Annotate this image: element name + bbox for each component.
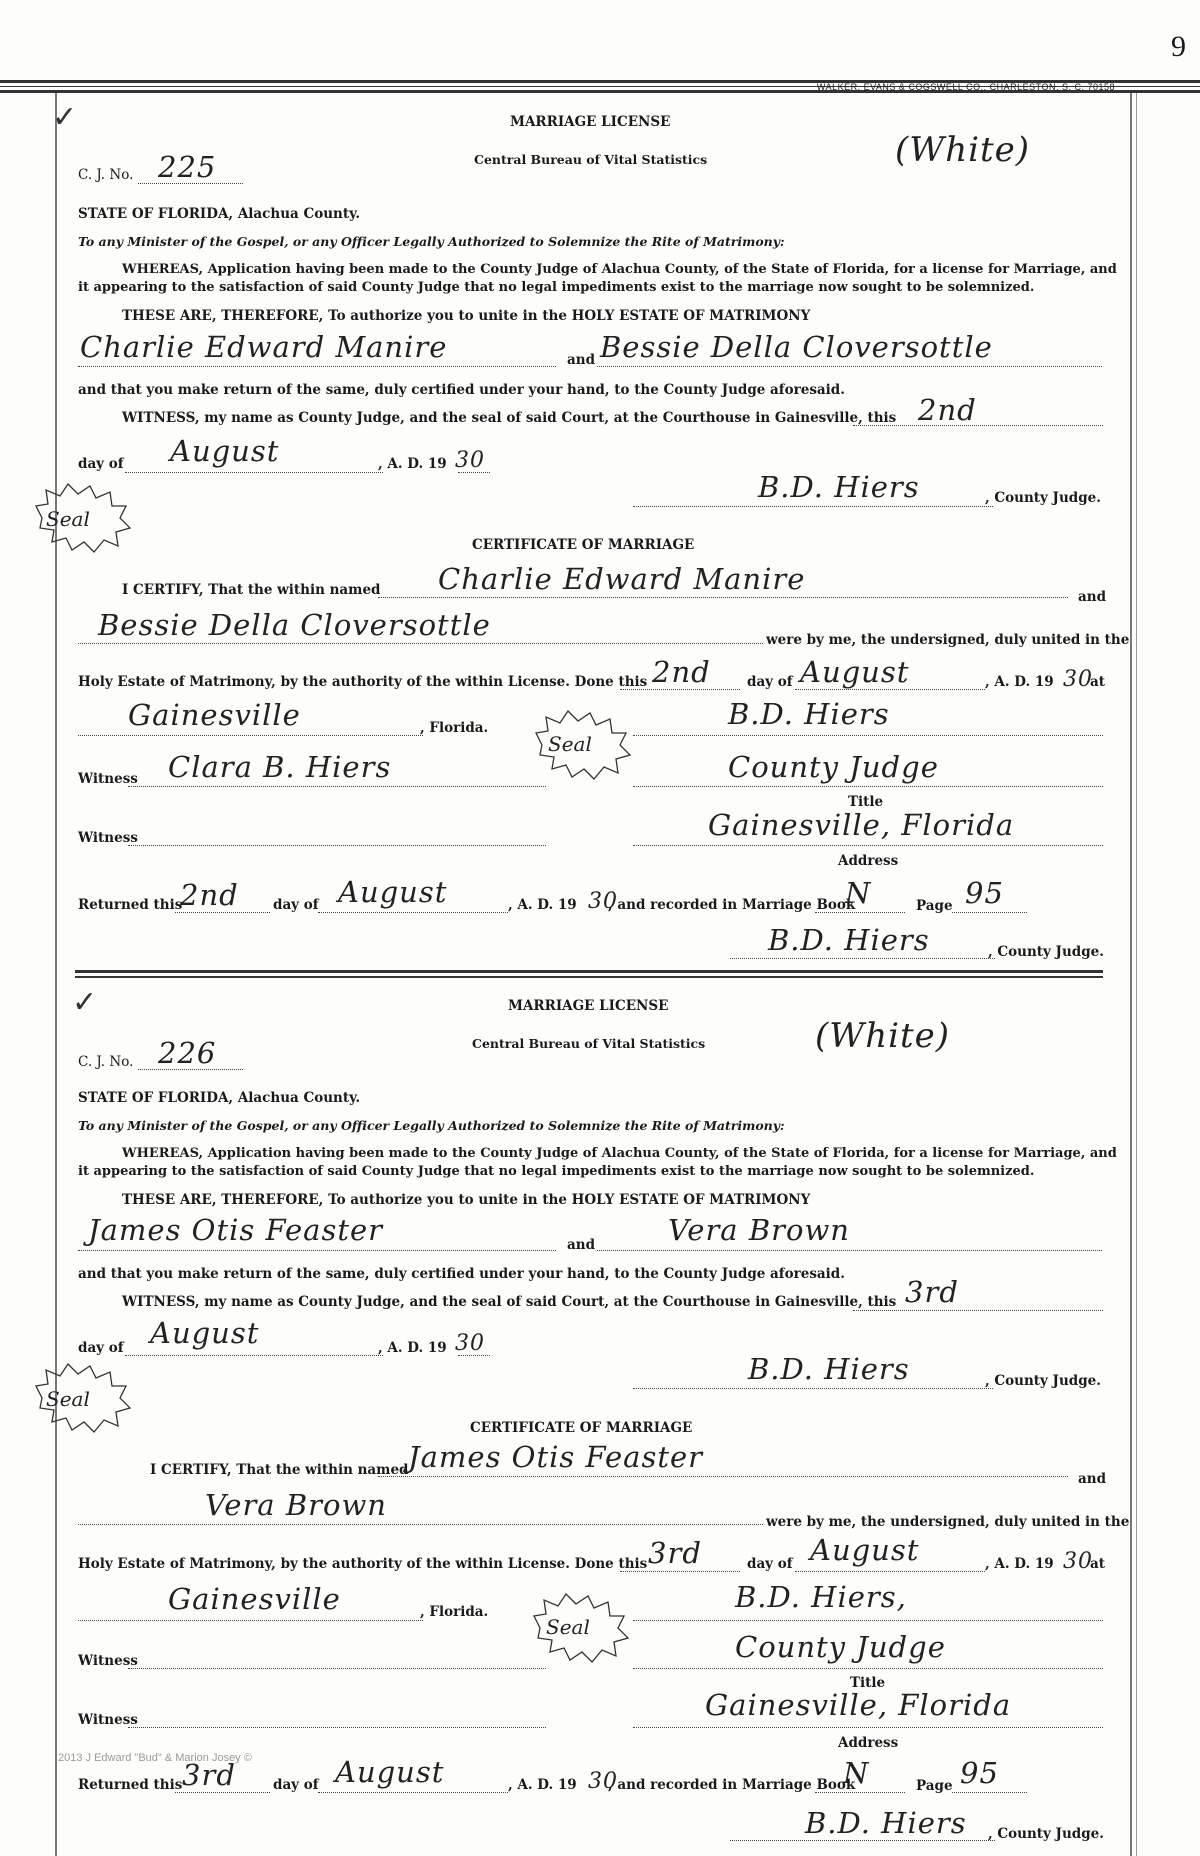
title-label: Title <box>848 794 884 810</box>
returned-day: 2nd <box>180 878 239 912</box>
copyright-watermark: 2013 J Edward "Bud" & Marion Josey © <box>58 1752 252 1764</box>
witness-label-2: Witness <box>78 830 138 846</box>
holy-estate-label: Holy Estate of Matrimony, by the authority of the within License. Done this <box>78 674 648 690</box>
cert-title: CERTIFICATE OF MARRIAGE <box>472 537 695 553</box>
recorder-sig-line-2 <box>730 1840 995 1841</box>
checkmark-icon: ✓ <box>52 100 78 135</box>
and-label-4: and <box>1078 1471 1107 1487</box>
were-by-me-label: were by me, the undersigned, duly united in the <box>766 632 1130 648</box>
returned-month-line-2 <box>318 1792 508 1793</box>
license-month-line <box>125 472 383 473</box>
page-no-line <box>952 912 1027 913</box>
title-label-2: Title <box>850 1675 886 1691</box>
florida-label-2: , Florida. <box>420 1604 489 1620</box>
witness2-line-2 <box>128 1727 546 1728</box>
cert-bride-line <box>78 643 763 644</box>
done-year: 30 <box>1063 667 1093 692</box>
whereas-line2-2: it appearing to the satisfaction of said County Judge that no legal impediments exist to the marriage now sought to be solemnized. <box>78 1164 1035 1179</box>
whereas-line1: WHEREAS, Application having been made to the County Judge of Alachua County, of the State of Florida, for a license for Marriage, and <box>122 262 1117 277</box>
at-label: at <box>1090 674 1105 690</box>
book-line-2 <box>815 1792 905 1793</box>
license-title: MARRIAGE LICENSE <box>510 114 671 130</box>
state-line: STATE OF FLORIDA, Alachua County. <box>78 206 361 222</box>
to-any-line-2: To any Minister of the Gospel, or any Officer Legally Authorized to Solemnize the Rite of Matrimony: <box>78 1118 785 1133</box>
page-label: Page <box>916 898 953 914</box>
cj-no-label: C. J. No. <box>78 167 134 183</box>
ad-label-2: , A. D. 19 <box>985 674 1054 690</box>
bride-name: Bessie Della Cloversottle <box>600 330 993 364</box>
done-month-line-2 <box>795 1571 985 1572</box>
ad-label-3: , A. D. 19 <box>508 897 577 913</box>
witness2-line <box>128 845 546 846</box>
recorded-in-label-2: , and recorded in Marriage Book <box>608 1777 856 1793</box>
ad-label: , A. D. 19 <box>378 456 447 472</box>
returned-month: August <box>338 875 448 909</box>
returned-day-2: 3rd <box>182 1758 236 1792</box>
return-line-2: and that you make return of the same, duly certified under your hand, to the County Judge aforesaid. <box>78 1266 845 1282</box>
license-month-line-2 <box>125 1355 383 1356</box>
witness1-line-2 <box>128 1668 546 1669</box>
officiant-line <box>633 735 1103 736</box>
cert-groom-line-2 <box>378 1476 1068 1477</box>
returned-year-2: 30 <box>588 1769 618 1794</box>
page-number: 9 <box>1171 30 1186 63</box>
done-day-2: 3rd <box>648 1536 702 1570</box>
bride-line-2 <box>597 1250 1102 1251</box>
day-of-label-6: day of <box>273 1777 319 1793</box>
cert-title-2: CERTIFICATE OF MARRIAGE <box>470 1420 693 1436</box>
returned-day-line <box>175 912 270 913</box>
county-judge-label-2: , County Judge. <box>988 944 1104 960</box>
marriage-book-2: N <box>843 1756 870 1790</box>
court-seal-4 <box>528 1588 633 1668</box>
cert-groom-2: James Otis Feaster <box>408 1440 704 1474</box>
bride-name-2: Vera Brown <box>668 1213 850 1247</box>
day-of-label: day of <box>78 456 124 472</box>
groom-name-2: James Otis Feaster <box>88 1213 384 1247</box>
witness-name-line: WITNESS, my name as County Judge, and the seal of said Court, at the Courthouse in Gainesville, this <box>122 410 897 426</box>
officiant-line-2 <box>633 1620 1103 1621</box>
returned-year: 30 <box>588 889 618 914</box>
title-line <box>633 786 1103 787</box>
recorder-signature-2: B.D. Hiers <box>805 1806 967 1840</box>
judge-sig-line <box>633 506 993 507</box>
place-2: Gainesville <box>168 1582 341 1616</box>
race-note-2: (White) <box>815 1016 951 1056</box>
record-divider <box>75 970 1103 973</box>
seal-text-2: Seal <box>548 732 592 756</box>
page-no-2: 95 <box>960 1756 999 1790</box>
place: Gainesville <box>128 698 301 732</box>
officiant-title: County Judge <box>728 750 939 784</box>
cj-no-value-2: 226 <box>158 1036 217 1070</box>
ad-label-5: , A. D. 19 <box>985 1556 1054 1572</box>
witness1-name: Clara B. Hiers <box>168 750 392 784</box>
page-label-2: Page <box>916 1778 953 1794</box>
license-month-2: August <box>150 1316 260 1350</box>
cert-bride: Bessie Della Cloversottle <box>98 608 491 642</box>
officiant-signature: B.D. Hiers <box>728 697 890 731</box>
ad-label-4: , A. D. 19 <box>378 1340 447 1356</box>
cert-groom-line <box>378 597 1068 598</box>
officiant-signature-2: B.D. Hiers, <box>735 1580 907 1614</box>
done-month: August <box>800 655 910 689</box>
these-are-line-2: THESE ARE, THEREFORE, To authorize you to unite in the HOLY ESTATE OF MATRIMONY <box>122 1192 811 1208</box>
day-of-label-5: day of <box>747 1556 793 1572</box>
seal-text-4: Seal <box>546 1615 590 1639</box>
bride-line <box>597 366 1102 367</box>
groom-name: Charlie Edward Manire <box>80 330 448 364</box>
county-judge-label-4: , County Judge. <box>988 1826 1104 1842</box>
place-line <box>78 735 423 736</box>
return-line: and that you make return of the same, duly certified under your hand, to the County Judge aforesaid. <box>78 382 845 398</box>
officiant-address: Gainesville, Florida <box>708 808 1015 842</box>
record-divider-thin <box>75 976 1103 978</box>
done-month-line <box>795 689 985 690</box>
recorder-sig-line <box>730 958 995 959</box>
cert-groom: Charlie Edward Manire <box>438 562 806 596</box>
license-day-line <box>853 425 1103 426</box>
florida-label: , Florida. <box>420 720 489 736</box>
cj-no-label-2: C. J. No. <box>78 1054 134 1070</box>
court-seal-3 <box>30 1358 140 1436</box>
and-label: and <box>567 352 596 368</box>
county-judge-label-3: , County Judge. <box>985 1373 1101 1389</box>
cert-bride-line-2 <box>78 1524 763 1525</box>
judge-signature: B.D. Hiers <box>758 470 920 504</box>
checkmark-icon-2: ✓ <box>72 985 98 1020</box>
page-no: 95 <box>965 876 1004 910</box>
returned-day-line-2 <box>175 1792 270 1793</box>
address-label-2: Address <box>838 1735 899 1751</box>
seal-text: Seal <box>46 507 90 531</box>
groom-line <box>78 366 556 367</box>
witness-label-3: Witness <box>78 1653 138 1669</box>
license-day-2: 3rd <box>905 1275 959 1309</box>
returned-month-line <box>318 912 508 913</box>
whereas-line1-2: WHEREAS, Application having been made to the County Judge of Alachua County, of the State of Florida, for a license for Marriage, and <box>122 1146 1117 1161</box>
whereas-line2: it appearing to the satisfaction of said County Judge that no legal impediments exist to the marriage now sought to be solemnized. <box>78 280 1035 295</box>
and-label-3: and <box>567 1237 596 1253</box>
license-month: August <box>170 434 280 468</box>
witness1-line <box>128 786 546 787</box>
witness-label-4: Witness <box>78 1712 138 1728</box>
witness-name-line-2: WITNESS, my name as County Judge, and the seal of said Court, at the Courthouse in Gainesville, this <box>122 1294 897 1310</box>
ad-label-6: , A. D. 19 <box>508 1777 577 1793</box>
frame-right-inner <box>1136 93 1137 1856</box>
i-certify-label: I CERTIFY, That the within named <box>122 582 381 598</box>
frame-left <box>55 93 57 1856</box>
seal-text-3: Seal <box>46 1387 90 1411</box>
these-are-line: THESE ARE, THEREFORE, To authorize you to unite in the HOLY ESTATE OF MATRIMONY <box>122 308 811 324</box>
done-day-line <box>620 689 740 690</box>
county-judge-label: , County Judge. <box>985 490 1101 506</box>
address-line <box>633 845 1103 846</box>
officiant-title-2: County Judge <box>735 1630 946 1664</box>
done-month-2: August <box>810 1533 920 1567</box>
holy-estate-label-2: Holy Estate of Matrimony, by the authority of the within License. Done this <box>78 1556 648 1572</box>
license-year-2: 30 <box>455 1331 485 1356</box>
cert-bride-2: Vera Brown <box>205 1488 387 1522</box>
done-day: 2nd <box>652 655 711 689</box>
page-no-line-2 <box>952 1792 1027 1793</box>
license-day: 2nd <box>918 393 977 427</box>
officiant-address-2: Gainesville, Florida <box>705 1688 1012 1722</box>
were-by-me-label-2: were by me, the undersigned, duly united in the <box>766 1514 1130 1530</box>
day-of-label-3: day of <box>273 897 319 913</box>
done-year-2: 30 <box>1063 1549 1093 1574</box>
returned-label-2: Returned this <box>78 1777 183 1793</box>
bureau-label: Central Bureau of Vital Statistics <box>474 152 708 167</box>
address-line-2 <box>633 1727 1103 1728</box>
judge-signature-2: B.D. Hiers <box>748 1352 910 1386</box>
returned-month-2: August <box>335 1755 445 1789</box>
done-day-line-2 <box>620 1571 740 1572</box>
judge-sig-line-2 <box>633 1388 993 1389</box>
returned-label: Returned this <box>78 897 183 913</box>
court-seal-2 <box>530 705 635 785</box>
place-line-2 <box>78 1620 423 1621</box>
title-line-2 <box>633 1668 1103 1669</box>
recorder-signature: B.D. Hiers <box>768 923 930 957</box>
marriage-book: N <box>845 876 872 910</box>
frame-right <box>1130 93 1132 1856</box>
book-line <box>815 912 905 913</box>
recorded-in-label: , and recorded in Marriage Book <box>608 897 856 913</box>
day-of-label-4: day of <box>78 1340 124 1356</box>
and-label-2: and <box>1078 589 1107 605</box>
to-any-line: To any Minister of the Gospel, or any Officer Legally Authorized to Solemnize the Rite of Matrimony: <box>78 234 785 249</box>
license-title-2: MARRIAGE LICENSE <box>508 998 669 1014</box>
address-label: Address <box>838 853 899 869</box>
license-day-line-2 <box>853 1310 1103 1311</box>
cj-no-value: 225 <box>158 150 217 184</box>
state-line-2: STATE OF FLORIDA, Alachua County. <box>78 1090 361 1106</box>
race-note: (White) <box>895 130 1031 170</box>
witness-label-1: Witness <box>78 771 138 787</box>
at-label-2: at <box>1090 1556 1105 1572</box>
bureau-label-2: Central Bureau of Vital Statistics <box>472 1036 706 1051</box>
day-of-label-2: day of <box>747 674 793 690</box>
court-seal <box>30 478 140 556</box>
groom-line-2 <box>78 1250 556 1251</box>
printer-imprint: WALKER, EVANS & COGSWELL CO., CHARLESTON, S. C. 70158 <box>816 82 1115 92</box>
i-certify-label-2: I CERTIFY, That the within named <box>150 1462 409 1478</box>
license-year: 30 <box>455 448 485 473</box>
